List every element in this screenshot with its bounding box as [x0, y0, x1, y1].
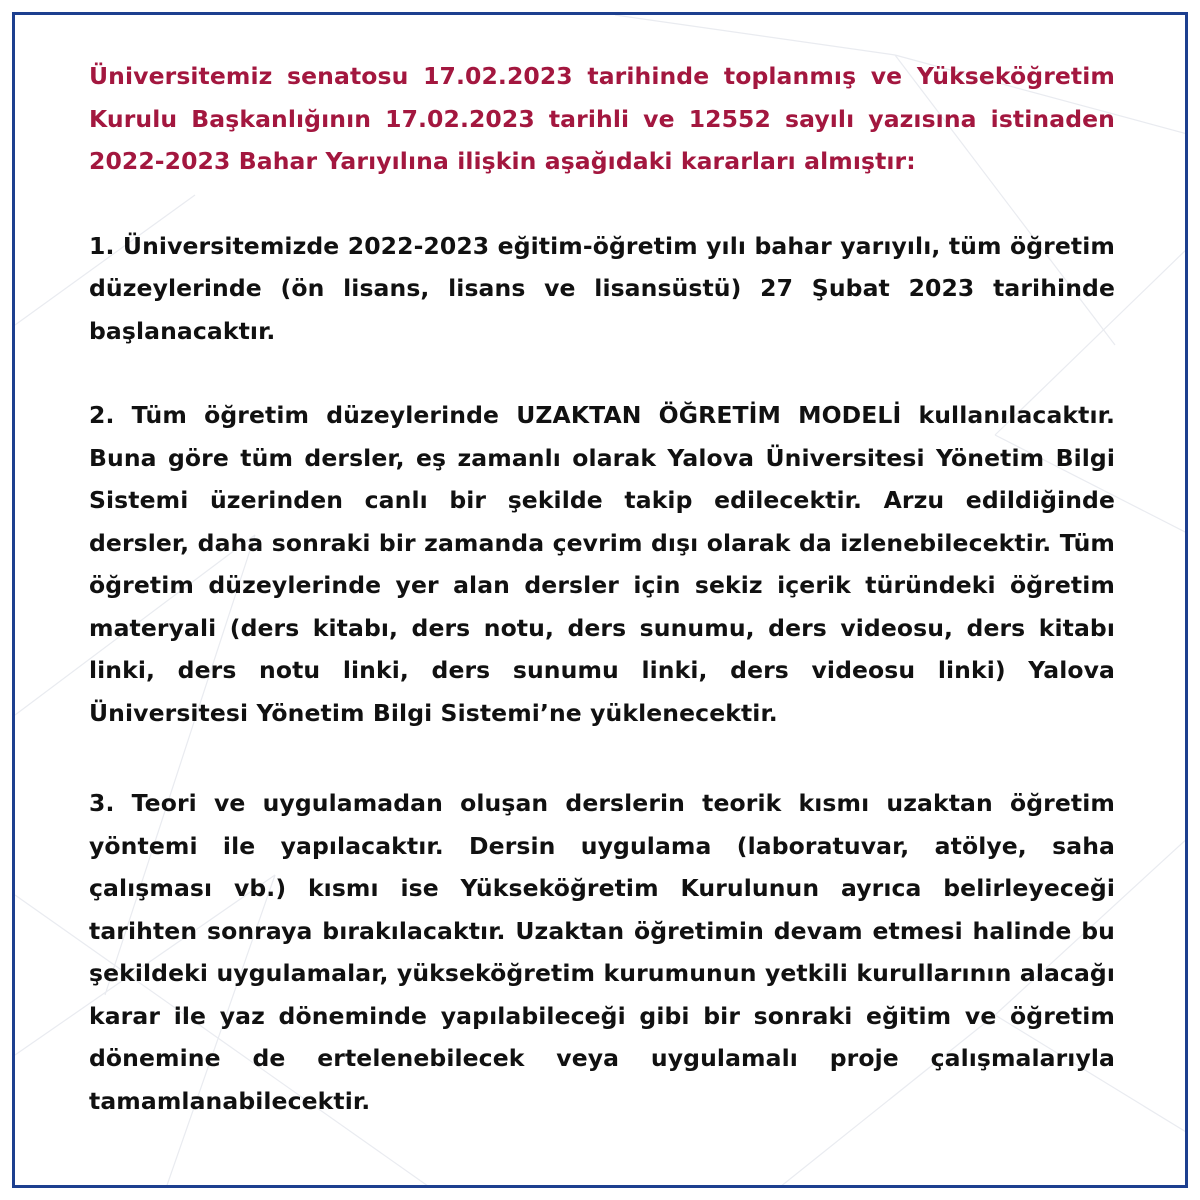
intro-paragraph: Üniversitemiz senatosu 17.02.2023 tarihinde toplanmış ve Yükseköğretim Kurulu Başkanlığının 17.02.2023 tarihli ve 12552 sayılı yazısına istinaden 2022-2023 Bahar Yarıyılına ilişkin aşağıdaki kararları almıştır: [89, 62, 1115, 175]
decision-item-2: 2. Tüm öğretim düzeylerinde UZAKTAN ÖĞRETİM MODELİ kullanılacaktır. Buna göre tüm dersler, eş zamanlı olarak Yalova Üniversitesi Yönetim Bilgi Sistemi üzerinden canlı bir şekilde takip edilecektir. Arzu edildiğinde dersler, daha sonraki bir zamanda çevrim dışı olarak da izlenebilecektir. Tüm öğretim düzeylerinde yer alan dersler için sekiz içerik türündeki öğretim materyali (ders kitabı, ders notu, ders sunumu, ders videosu, ders kitabı linki, ders notu linki, ders sunumu linki, ders videosu linki) Yalova Üniversitesi Yönetim Bilgi Sistemi’ne yüklenecektir. [89, 401, 1115, 727]
decision-item-3: 3. Teori ve uygulamadan oluşan derslerin teorik kısmı uzaktan öğretim yöntemi ile yapılacaktır. Dersin uygulama (laboratuvar, atölye, saha çalışması vb.) kısmı ise Yükseköğretim Kurulunun ayrıca belirleyeceği tarihten sonraya bırakılacaktır. Uzaktan öğretimin devam etmesi halinde bu şekildeki uygulamalar, yükseköğretim kurumunun yetkili kurullarının alacağı karar ile yaz döneminde yapılabileceği gibi bir sonraki eğitim ve öğretim dönemine de ertelenebilecek veya uygulamalı proje çalışmalarıyla tamamlanabilecektir. [89, 789, 1115, 1115]
document-body [89, 55, 1115, 1122]
decision-item-1: 1. Üniversitemizde 2022-2023 eğitim-öğretim yılı bahar yarıyılı, tüm öğretim düzeylerinde (ön lisans, lisans ve lisansüstü) 27 Şubat 2023 tarihinde başlanacaktır. [89, 231, 1115, 345]
document-frame [12, 12, 1188, 1188]
